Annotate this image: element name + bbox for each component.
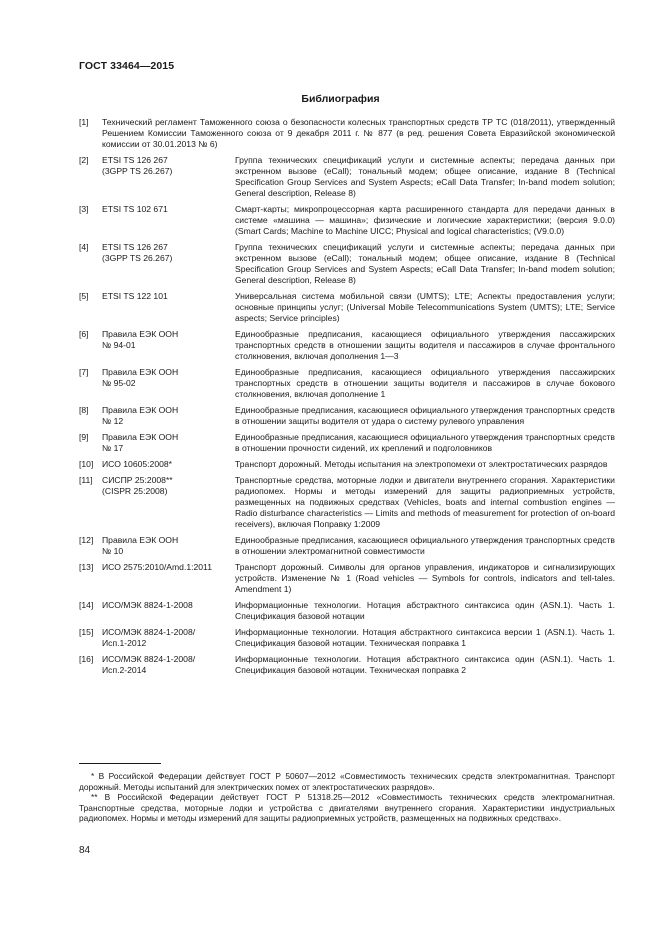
entry-number: [15] [79, 627, 94, 637]
bibliography-entry [79, 291, 615, 324]
entry-description: Группа технических спецификаций услуги и системные аспекты; передача данных при экстренном вызове (eCall); тональный модем; общее описание, издание 8 (Technical Specification Group Services and System Aspects; eCall Data Transfer; In-band modem solution; General description, Release 8) [235, 242, 615, 285]
entry-description: Технический регламент Таможенного союза о безопасности колесных транспортных средств ТР ТС (018/2011), утвержденный Решением Комиссии Таможенного союза от 9 декабря 2011 г. № 877 (в ред. решения Совета Евразийской экономической комиссии от 30.01.2013 № 6) [102, 117, 615, 149]
bibliography-list [79, 117, 615, 681]
entry-reference: Правила ЕЭК ООН № 12 [102, 405, 179, 426]
footnote: * В Российской Федерации действует ГОСТ Р 50607—2012 «Совместимость технических средств электромагнитная. Транспорт дорожный. Методы испытаний для электрических помех от электростатических разрядов». [79, 771, 615, 792]
bibliography-entry [79, 535, 615, 557]
entry-number: [3] [79, 204, 89, 214]
bibliography-entry [79, 405, 615, 427]
entry-reference: ИСО/МЭК 8824-1-2008/ Исп.2-2014 [102, 654, 196, 675]
entry-description: Информационные технологии. Нотация абстрактного синтаксиса один (ASN.1). Часть 1. Спецификация базовой нотации. Техническая поправка 2 [235, 654, 615, 675]
entry-reference: ИСО/МЭК 8824-1-2008/ Исп.1-2012 [102, 627, 196, 648]
entry-description: Единообразные предписания, касающиеся официального утверждения транспортных средств в отношении защиты водителя от удара о систему рулевого управления [235, 405, 615, 426]
bibliography-entry [79, 432, 615, 454]
entry-number: [8] [79, 405, 89, 415]
footnotes [79, 771, 615, 824]
bibliography-entry [79, 627, 615, 649]
entry-number: [1] [79, 117, 89, 127]
footnote: ** В Российской Федерации действует ГОСТ Р 51318.25—2012 «Совместимость технических средств электромагнитная. Транспортные средства, моторные лодки и устройства с двигателями внутреннего сгорания. Характеристики индустриальных радиопомех. Нормы и методы измерений для защиты радиоприемных устройств, размещенных на подвижных средствах». [79, 792, 615, 824]
entry-description: Единообразные предписания, касающиеся официального утверждения транспортных средств в отношении электромагнитной совместимости [235, 535, 615, 556]
bibliography-entry [79, 654, 615, 676]
entry-number: [12] [79, 535, 94, 545]
entry-number: [4] [79, 242, 89, 252]
entry-reference: ETSI TS 126 267 (3GPP TS 26.267) [102, 242, 173, 263]
bibliography-entry [79, 562, 615, 595]
page-number: 84 [79, 845, 91, 856]
bibliography-entry [79, 600, 615, 622]
entry-description: Смарт-карты; микропроцессорная карта расширенного стандарта для передачи данных в системе «машина — машина»; физические и логические характеристики; (версия 9.0.0) (Smart Cards; Machine to Machine UICC; Physical and logical characteristics; (V9.0.0) [235, 204, 615, 236]
entry-description: Транспорт дорожный. Символы для органов управления, индикаторов и сигнализирующих устройств. Изменение № 1 (Road vehicles — Symbols for controls, indicators and tell-tales. Amendment 1) [235, 562, 615, 594]
entry-description: Универсальная система мобильной связи (UMTS); LTE; Аспекты предоставления услуги; основные принципы услуг; (Universal Mobile Telecommunications System (UMTS); LTE; Service aspects; Service principles) [235, 291, 615, 323]
entry-reference: Правила ЕЭК ООН № 94-01 [102, 329, 179, 350]
entry-description: Транспорт дорожный. Методы испытания на электропомехи от электростатических разрядов [235, 459, 608, 469]
bibliography-entry [79, 329, 615, 362]
entry-reference: ИСО/МЭК 8824-1-2008 [102, 600, 193, 610]
entry-number: [9] [79, 432, 89, 442]
entry-reference: СИСПР 25:2008** (CISPR 25:2008) [102, 475, 173, 496]
bibliography-entry [79, 155, 615, 199]
entry-number: [5] [79, 291, 89, 301]
bibliography-entry [79, 475, 615, 530]
entry-number: [10] [79, 459, 94, 469]
entry-description: Единообразные предписания, касающиеся официального утверждения транспортных средств в отношении прочности сидений, их креплений и подголовников [235, 432, 615, 453]
entry-reference: Правила ЕЭК ООН № 95-02 [102, 367, 179, 388]
bibliography-entry [79, 117, 615, 150]
entry-description: Информационные технологии. Нотация абстрактного синтаксиса один (ASN.1). Часть 1. Спецификация базовой нотации [235, 600, 615, 621]
entry-description: Транспортные средства, моторные лодки и двигатели внутреннего сгорания. Характеристики радиопомех. Нормы и методы измерений для защиты радиоприемных устройств, размещенных на подвижных средствах (Vehicles, boats and internal combustion engines — Radio disturbance characteristics — Limits and methods of measurement for protection of on-board receivers), включая Поправку 1:2009 [235, 475, 615, 529]
bibliography-entry [79, 367, 615, 400]
entry-description: Единообразные предписания, касающиеся официального утверждения пассажирских транспортных средств в отношении защиты водителя и пассажиров в случае фронтального столкновения, включая дополнения 1—3 [235, 329, 615, 361]
bibliography-entry [79, 459, 615, 470]
entry-reference: ETSI TS 102 671 [102, 204, 168, 214]
entry-number: [7] [79, 367, 89, 377]
entry-number: [2] [79, 155, 89, 165]
entry-reference: Правила ЕЭК ООН № 10 [102, 535, 179, 556]
document-header: ГОСТ 33464—2015 [79, 60, 175, 72]
entry-description: Группа технических спецификаций услуги и системные аспекты; передача данных при экстренном вызове (eCall); тональный модем; общее описание, издание 8 (Technical Specification Group Services and System Aspects; eCall Data Transfer; In-band modem solution; General description, Release 8) [235, 155, 615, 198]
entry-number: [14] [79, 600, 94, 610]
entry-number: [11] [79, 475, 93, 485]
entry-reference: ИСО 2575:2010/Amd.1:2011 [102, 562, 212, 572]
entry-description: Единообразные предписания, касающиеся официального утверждения пассажирских транспортных средств в отношении защиты водителя и пассажиров в случае бокового столкновения, включая дополнение 1 [235, 367, 615, 399]
entry-reference: ETSI TS 122 101 [102, 291, 168, 301]
entry-reference: Правила ЕЭК ООН № 17 [102, 432, 179, 453]
entry-reference: ETSI TS 126 267 (3GPP TS 26.267) [102, 155, 173, 176]
entry-number: [6] [79, 329, 89, 339]
page-title: Библиография [301, 93, 380, 105]
bibliography-entry [79, 242, 615, 286]
footnote-divider [79, 763, 161, 764]
bibliography-entry [79, 204, 615, 237]
entry-number: [16] [79, 654, 94, 664]
entry-number: [13] [79, 562, 94, 572]
entry-description: Информационные технологии. Нотация абстрактного синтаксиса версии 1 (ASN.1). Часть 1. Спецификация базовой нотации. Техническая поправка 1 [235, 627, 615, 648]
entry-reference: ИСО 10605:2008* [102, 459, 173, 469]
